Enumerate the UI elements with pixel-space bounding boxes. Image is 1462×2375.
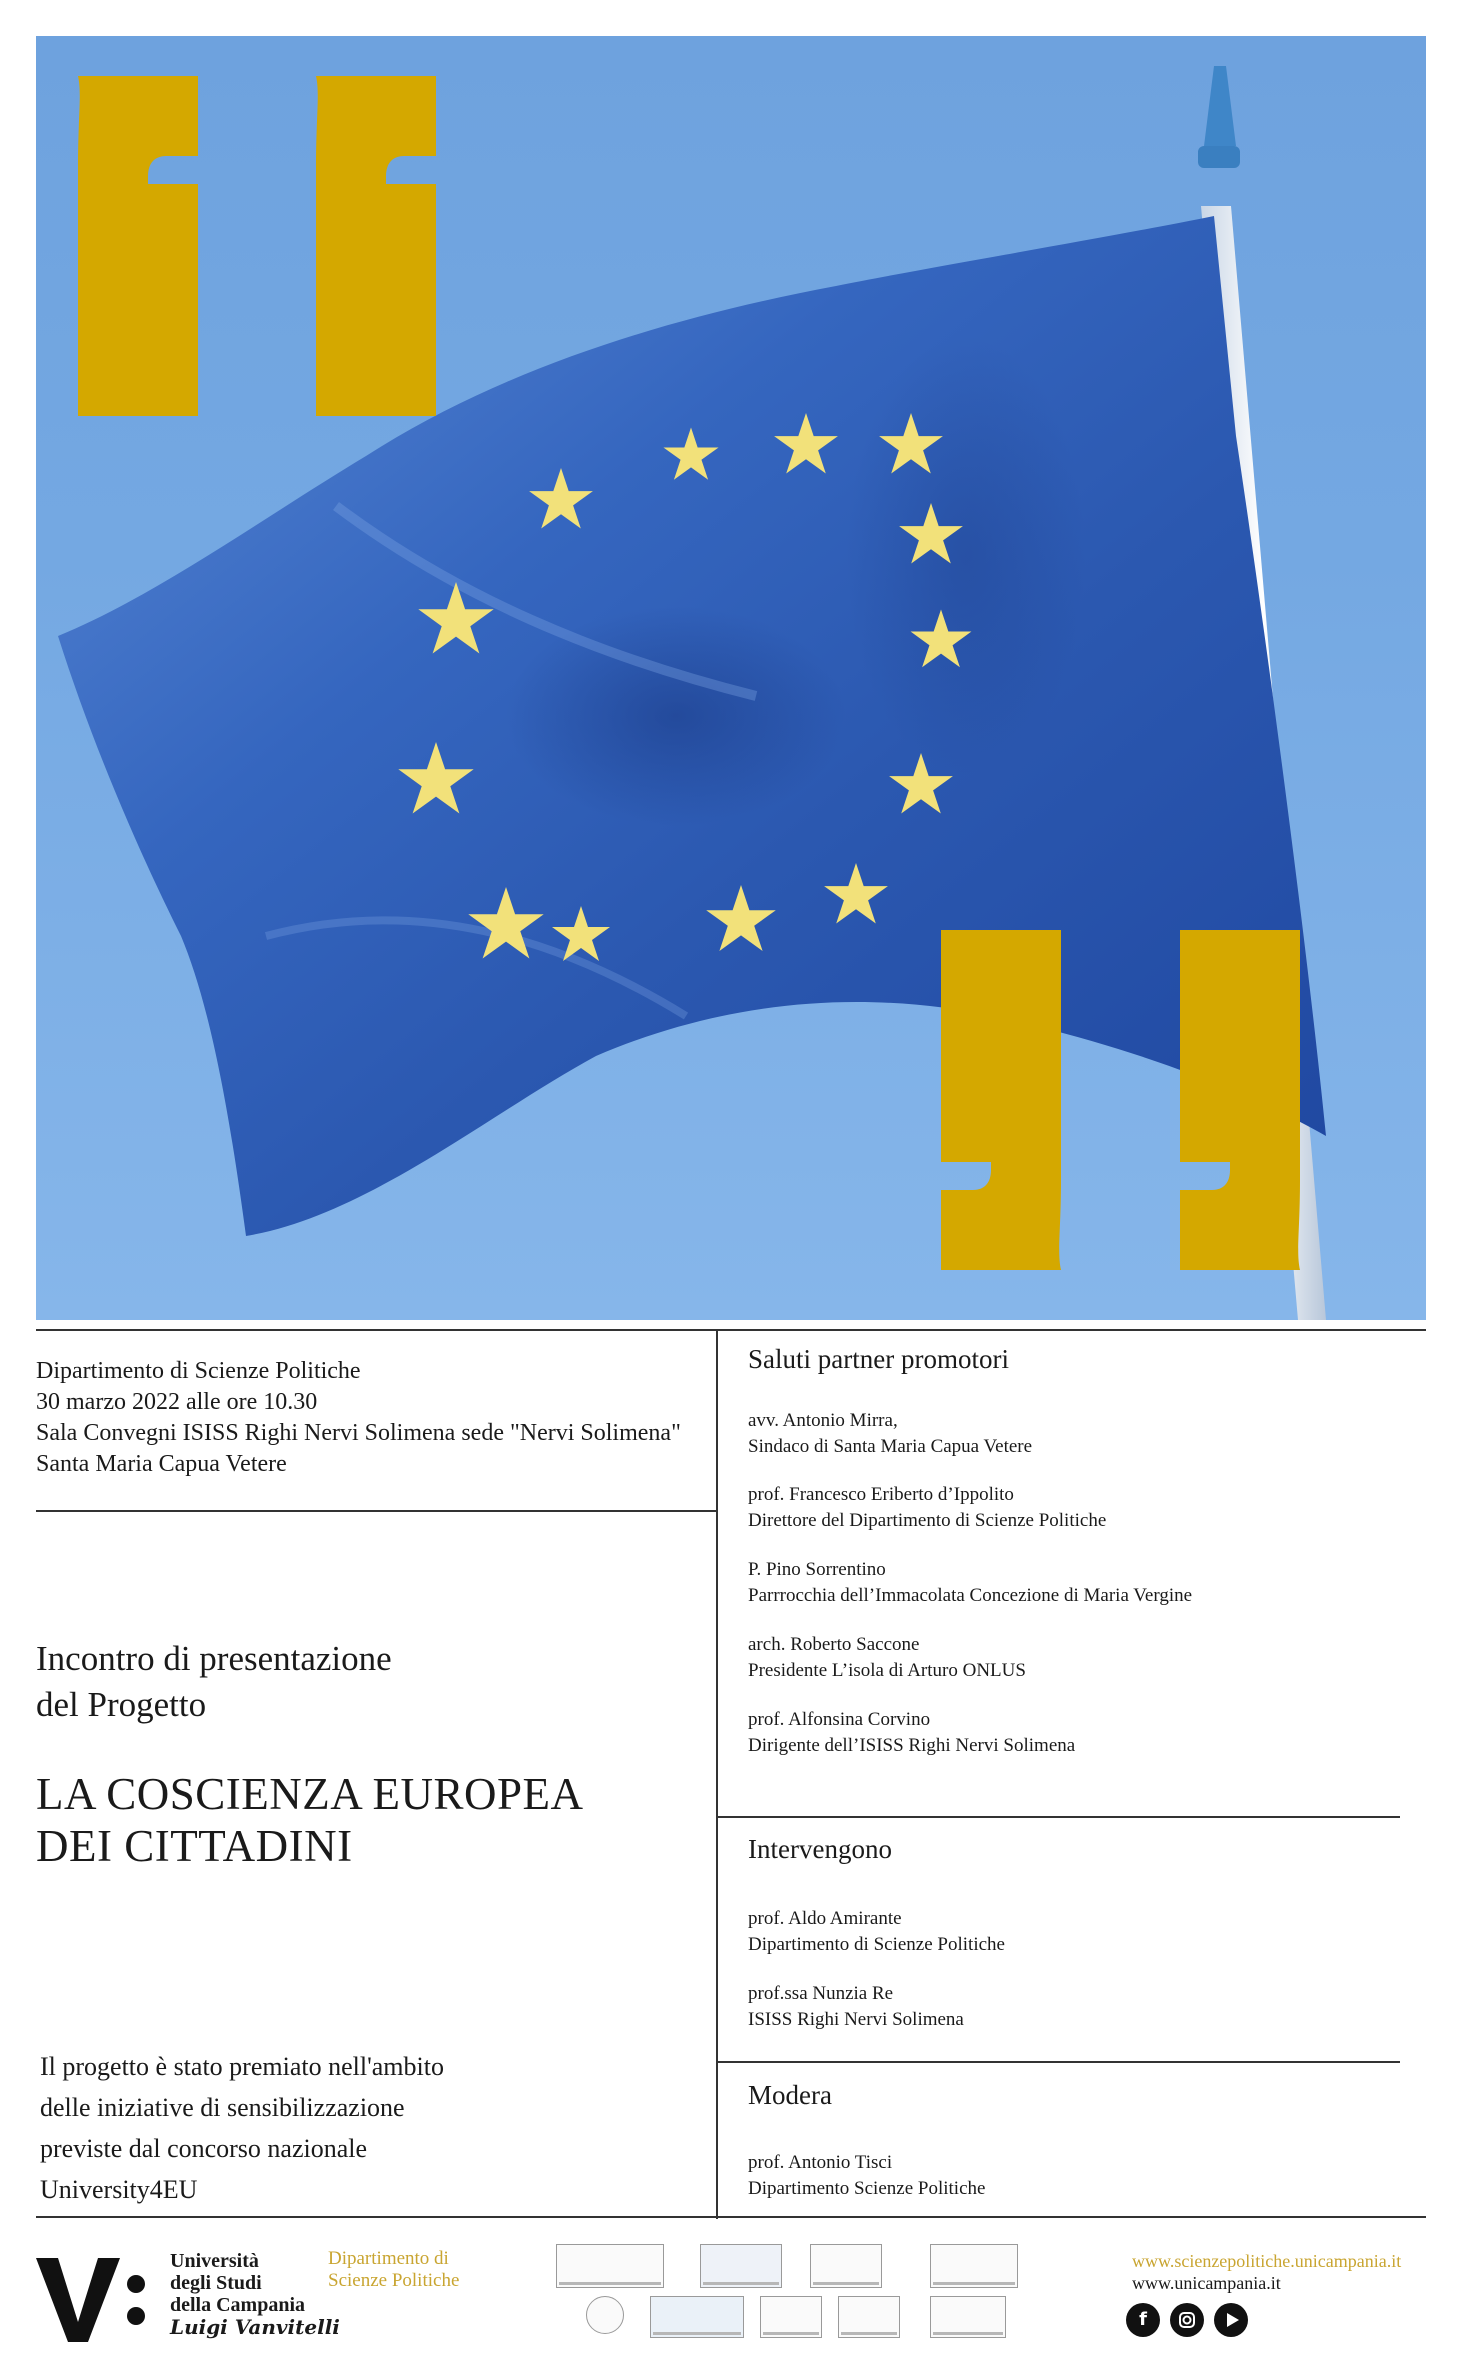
university-line-3: della Campania — [170, 2294, 306, 2316]
greeting-entry — [748, 1408, 1032, 1460]
person-role: Dipartimento di Scienze Politiche — [748, 1934, 1005, 1955]
note-line-1: Il progetto è stato premiato nell'ambito — [40, 2052, 444, 2081]
intro-line-1: Incontro di presentazione — [36, 1639, 392, 1678]
university-signature: Luigi Vanvitelli — [170, 2315, 340, 2339]
greeting-entry — [748, 1707, 1075, 1759]
divider-bottom — [36, 2216, 1426, 2218]
university-line-1: Università — [170, 2250, 259, 2272]
partner-logo — [810, 2244, 882, 2288]
project-title — [36, 1768, 584, 1872]
vanvitelli-v-logo-icon — [36, 2250, 146, 2350]
person-name: prof. Antonio Tisci — [748, 2152, 893, 2173]
event-date: 30 marzo 2022 alle ore 10.30 — [36, 1389, 318, 1415]
partner-logo — [650, 2296, 744, 2338]
divider-top — [36, 1329, 1426, 1331]
person-role: Direttore del Dipartimento di Scienze Politiche — [748, 1510, 1107, 1531]
person-name: avv. Antonio Mirra, — [748, 1410, 898, 1431]
note-line-4: University4EU — [40, 2175, 198, 2204]
partner-logo — [586, 2296, 624, 2334]
department-line-2: Scienze Politiche — [328, 2270, 460, 2291]
instagram-icon[interactable] — [1170, 2303, 1204, 2337]
person-name: prof.ssa Nunzia Re — [748, 1983, 894, 2004]
intro-line-2: del Progetto — [36, 1685, 207, 1724]
person-role: Dipartimento Scienze Politiche — [748, 2178, 986, 2199]
facebook-icon[interactable]: f — [1126, 2303, 1160, 2337]
website-link-department[interactable]: www.scienzepolitiche.unicampania.it — [1132, 2251, 1402, 2271]
divider-right-greetings — [716, 1816, 1400, 1818]
hero-flag-image — [36, 36, 1426, 1320]
greeting-entry — [748, 1557, 1192, 1609]
person-name: P. Pino Sorrentino — [748, 1559, 886, 1580]
title-line-1: LA COSCIENZA EUROPEA — [36, 1769, 584, 1819]
university-name — [170, 2250, 340, 2338]
pole-finial — [1204, 66, 1236, 146]
event-department: Dipartimento di Scienze Politiche — [36, 1358, 361, 1384]
person-name: prof. Francesco Eriberto d’Ippolito — [748, 1484, 1014, 1505]
website-link-university[interactable]: www.unicampania.it — [1132, 2273, 1281, 2293]
greeting-entry — [748, 1482, 1106, 1534]
award-note — [40, 2046, 444, 2210]
person-name: prof. Alfonsina Corvino — [748, 1709, 931, 1730]
speakers-heading: Intervengono — [748, 1834, 892, 1864]
event-city: Santa Maria Capua Vetere — [36, 1451, 287, 1477]
person-role: Sindaco di Santa Maria Capua Vetere — [748, 1436, 1033, 1457]
event-info — [36, 1356, 681, 1480]
event-venue: Sala Convegni ISISS Righi Nervi Solimena sede "Nervi Solimena" — [36, 1420, 681, 1446]
partner-logo — [700, 2244, 782, 2288]
moderator-heading: Modera — [748, 2080, 832, 2110]
partner-logo — [930, 2244, 1018, 2288]
note-line-3: previste dal concorso nazionale — [40, 2134, 368, 2163]
partner-logo — [556, 2244, 664, 2288]
youtube-icon[interactable] — [1214, 2303, 1248, 2337]
websites — [1132, 2250, 1401, 2294]
partner-logo — [838, 2296, 900, 2338]
person-role: Parrrocchia dell’Immacolata Concezione di Maria Vergine — [748, 1585, 1193, 1606]
eu-flag-illustration — [36, 36, 1426, 1320]
greetings-heading: Saluti partner promotori — [748, 1344, 1009, 1374]
speaker-entry — [748, 1906, 1005, 1958]
divider-left-info — [36, 1510, 716, 1512]
greeting-entry — [748, 1632, 1026, 1684]
university-line-2: degli Studi — [170, 2272, 262, 2294]
speaker-entry — [748, 1981, 964, 2033]
person-name: arch. Roberto Saccone — [748, 1634, 920, 1655]
note-line-2: delle iniziative di sensibilizzazione — [40, 2093, 405, 2122]
person-role: Dirigente dell’ISISS Righi Nervi Solimena — [748, 1735, 1076, 1756]
person-name: prof. Aldo Amirante — [748, 1908, 902, 1929]
partner-logo — [760, 2296, 822, 2338]
open-quote-mark — [78, 76, 436, 416]
partner-logo — [930, 2296, 1006, 2338]
title-line-2: DEI CITTADINI — [36, 1821, 353, 1871]
divider-right-speakers — [716, 2061, 1400, 2063]
department-line-1: Dipartimento di — [328, 2248, 449, 2269]
university-logo — [36, 2250, 146, 2350]
person-role: ISISS Righi Nervi Solimena — [748, 2009, 964, 2030]
intro-text — [36, 1636, 392, 1728]
moderator-entry — [748, 2150, 985, 2202]
divider-vertical — [716, 1329, 718, 2219]
person-role: Presidente L’isola di Arturo ONLUS — [748, 1660, 1026, 1681]
department-name — [328, 2248, 459, 2292]
